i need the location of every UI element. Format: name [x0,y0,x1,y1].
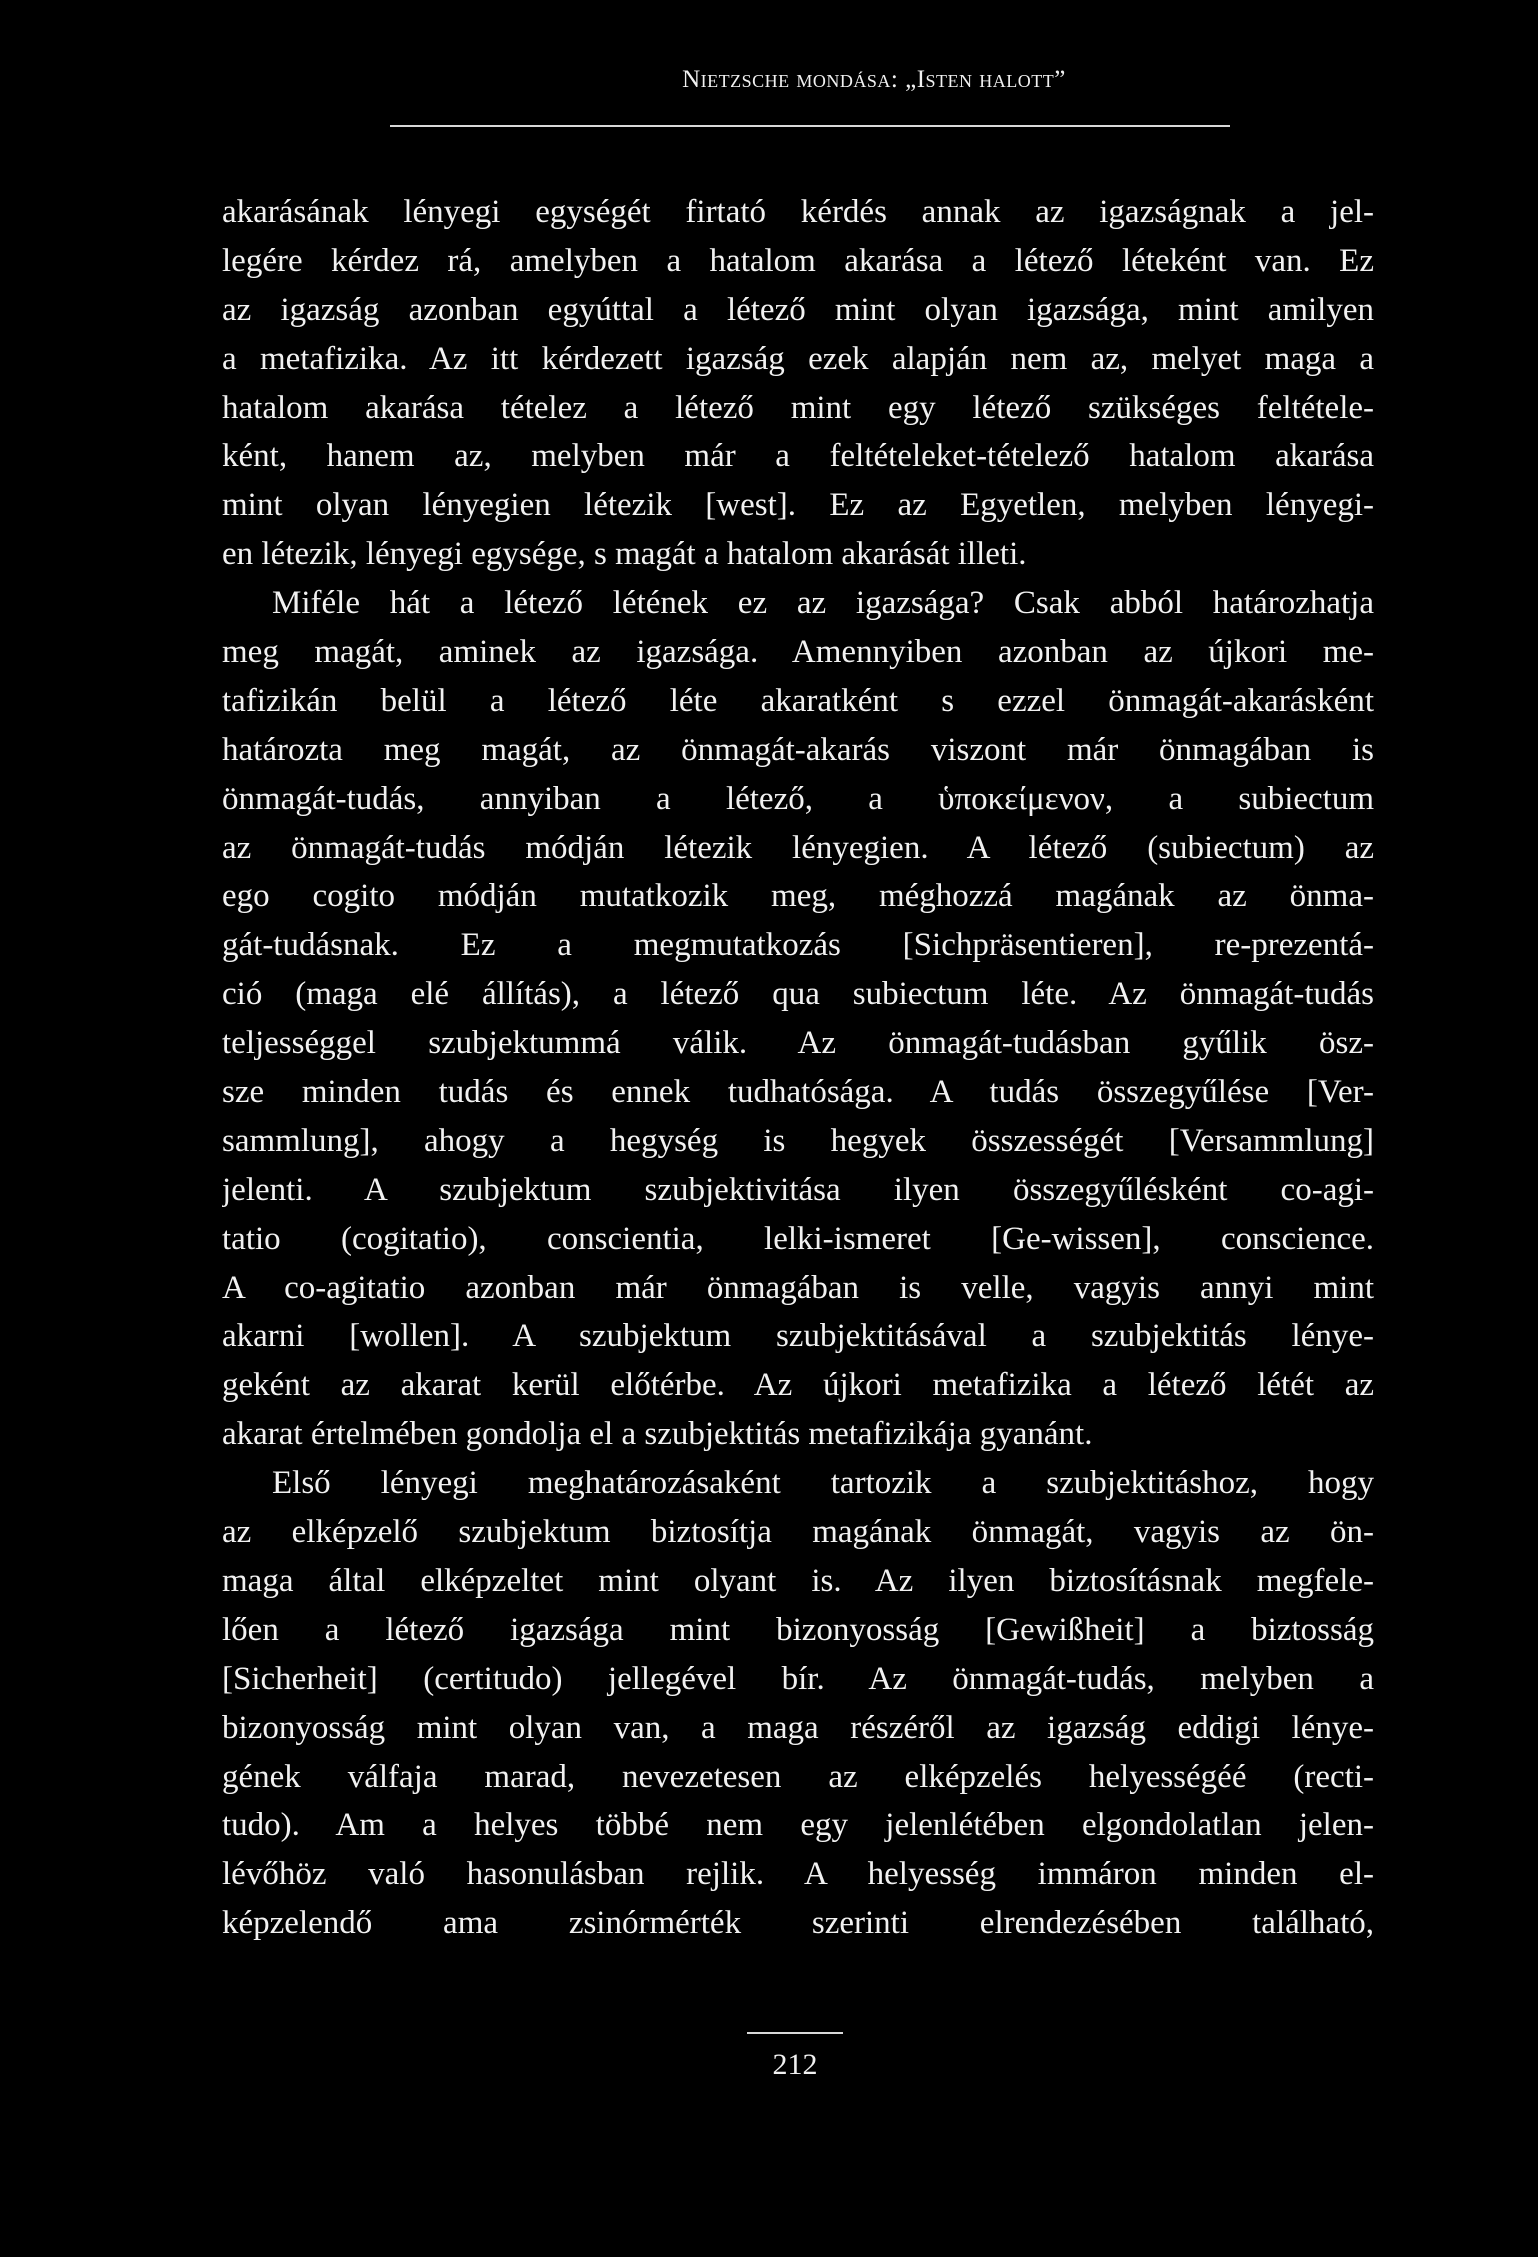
text-line: tudo). Am a helyes többé nem egy jelenlétében elgondolatlan jelen- [222,1807,1374,1844]
text-line: akarat értelmében gondolja el a szubjektitás metafizikája gyanánt. [222,1416,1093,1453]
running-header [0,66,1538,94]
text-line: gát-tudásnak. Ez a megmutatkozás [Sichpräsentieren], re-prezentá- [222,927,1374,964]
text-line: határozta meg magát, az önmagát-akarás viszont már önmagában is [222,731,1374,768]
text-line: sze minden tudás és ennek tudhatósága. A tudás összegyűlése [Ver- [222,1074,1374,1111]
text-line: [Sicherheit] (certitudo) jellegével bír. Az önmagát-tudás, melyben a [222,1660,1374,1697]
text-line: geként az akarat kerül előtérbe. Az újkori metafizika a létező létét az [222,1367,1374,1404]
text-line: ego cogito módján mutatkozik meg, méghozzá magának az önma- [222,878,1374,915]
text-line: tafizikán belül a létező léte akaratként s ezzel önmagát-akarásként [222,682,1374,719]
text-line: az elképzelő szubjektum biztosítja magának önmagát, vagyis az ön- [222,1514,1374,1551]
header-divider [390,125,1230,127]
text-line: ként, hanem az, melyben már a feltételeket-tételező hatalom akarása [222,438,1374,475]
text-line: bizonyosság mint olyan van, a maga részéről az igazság eddigi lénye- [222,1709,1374,1746]
text-line: gének válfaja marad, nevezetesen az elképzelés helyességéé (recti- [222,1758,1374,1795]
text-line: maga által elképzeltet mint olyant is. Az ilyen biztosításnak megfele- [222,1562,1374,1599]
text-line: meg magát, aminek az igazsága. Amennyiben azonban az újkori me- [222,634,1374,671]
body-text [222,188,1374,1948]
text-line: tatio (cogitatio), conscientia, lelki-ismeret [Ge-wissen], conscience. [222,1220,1374,1257]
text-line: teljességgel szubjektummá válik. Az önmagát-tudásban gyűlik ösz- [222,1025,1374,1062]
text-line: mint olyan lényegien létezik [west]. Ez az Egyetlen, melyben lényegi- [222,487,1374,524]
text-line: lően a létező igazsága mint bizonyosság [Gewißheit] a biztosság [222,1611,1374,1648]
text-line: Első lényegi meghatározásaként tartozik a szubjektitáshoz, hogy [272,1465,1374,1502]
text-line: képzelendő ama zsinórmérték szerinti elrendezésében található, [222,1905,1374,1942]
page-number: 212 [772,2048,818,2081]
text-line: önmagát-tudás, annyiban a létező, a ὑποκείμενον, a subiectum [222,780,1374,817]
running-header-title: Nietzsche mondása: „Isten halott” [682,66,1066,93]
footer-divider [747,2032,843,2034]
text-line: az igazság azonban egyúttal a létező mint olyan igazsága, mint amilyen [222,291,1374,328]
text-line: jelenti. A szubjektum szubjektivitása ilyen összegyűlésként co-agi- [222,1171,1374,1208]
text-line: Miféle hát a létező létének ez az igazsága? Csak abból határozhatja [272,585,1374,622]
text-line: lévőhöz való hasonulásban rejlik. A helyesség immáron minden el- [222,1856,1374,1893]
text-line: akarásának lényegi egységét firtató kérdés annak az igazságnak a jel- [222,194,1374,230]
text-line: en létezik, lényegi egysége, s magát a hatalom akarását illeti. [222,536,1027,573]
text-line: akarni [wollen]. A szubjektum szubjektitásával a szubjektitás lénye- [222,1318,1374,1355]
text-line: ció (maga elé állítás), a létező qua subiectum léte. Az önmagát-tudás [222,976,1374,1013]
text-line: legére kérdez rá, amelyben a hatalom akarása a létező léteként van. Ez [222,242,1374,279]
text-line: hatalom akarása tételez a létező mint egy létező szükséges feltétele- [222,389,1374,426]
text-line: sammlung], ahogy a hegység is hegyek összességét [Versammlung] [222,1122,1374,1159]
text-line: A co-agitatio azonban már önmagában is velle, vagyis annyi mint [222,1269,1374,1306]
text-line: a metafizika. Az itt kérdezett igazság ezek alapján nem az, melyet maga a [222,340,1374,377]
text-line: az önmagát-tudás módján létezik lényegien. A létező (subiectum) az [222,829,1374,866]
